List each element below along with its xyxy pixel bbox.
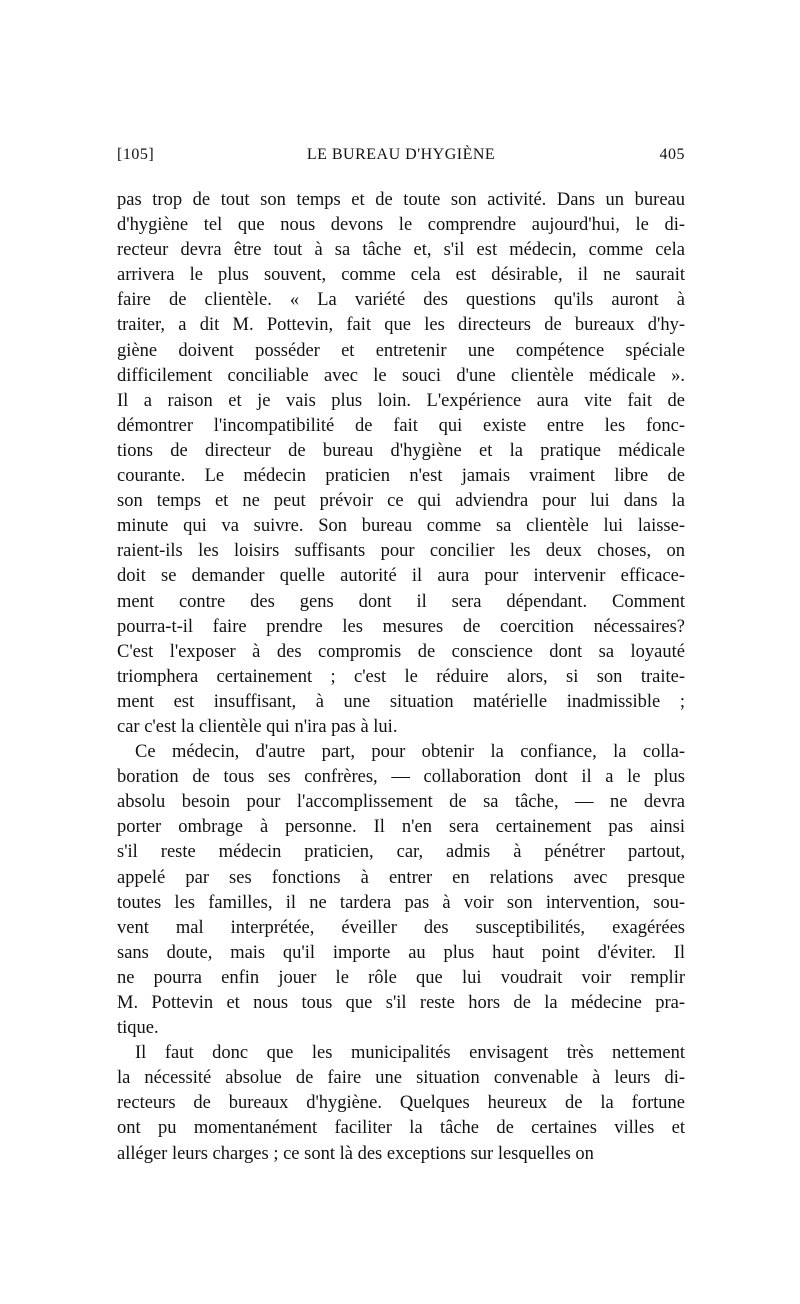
text-line: s'il reste médecin praticien, car, admis à pénétrer partout,	[117, 842, 685, 863]
paragraph	[117, 188, 685, 740]
paragraph	[117, 740, 685, 1041]
text-line: ment contre des gens dont il sera dépendant. Comment	[117, 591, 685, 612]
text-line: ont pu momentanément faciliter la tâche de certaines villes et	[117, 1118, 685, 1139]
text-line: difficilement conciliable avec le souci d'une clientèle médicale ».	[117, 365, 685, 386]
text-line: raient-ils les loisirs suffisants pour concilier les deux choses, on	[117, 541, 685, 562]
text-line: vent mal interprétée, éveiller des susceptibilités, exagérées	[117, 917, 685, 938]
text-line: pas trop de tout son temps et de toute son activité. Dans un bureau	[117, 190, 685, 210]
text-line: Ce médecin, d'autre part, pour obtenir la confiance, la colla-	[135, 742, 685, 763]
text-line: porter ombrage à personne. Il n'en sera certainement pas ainsi	[117, 817, 685, 838]
text-line: toutes les familles, il ne tardera pas à voir son intervention, sou-	[117, 892, 685, 913]
text-line: triomphera certainement ; c'est le réduire alors, si son traite-	[117, 666, 685, 687]
text-line: car c'est la clientèle qui n'ira pas à lui.	[117, 716, 398, 737]
text-line: appelé par ses fonctions à entrer en relations avec presque	[117, 867, 685, 888]
text-line: tions de directeur de bureau d'hygiène et la pratique médicale	[117, 440, 685, 461]
paragraph	[117, 1041, 685, 1166]
text-line: boration de tous ses confrères, — collaboration dont il a le plus	[117, 767, 685, 788]
text-line: M. Pottevin et nous tous que s'il reste hors de la médecine pra-	[117, 993, 685, 1013]
page-number: 405	[659, 146, 685, 163]
text-line: Il faut donc que les municipalités envisagent très nettement	[135, 1043, 685, 1064]
text-line: la nécessité absolue de faire une situation convenable à leurs di-	[117, 1068, 685, 1089]
text-line: doit se demander quelle autorité il aura pour intervenir efficace-	[117, 566, 685, 587]
text-line: minute qui va suivre. Son bureau comme sa clientèle lui laisse-	[117, 516, 685, 537]
text-line: giène doivent posséder et entretenir une compétence spéciale	[117, 340, 685, 361]
text-line: d'hygiène tel que nous devons le comprendre aujourd'hui, le di-	[117, 215, 685, 236]
text-line: recteurs de bureaux d'hygiène. Quelques heureux de la fortune	[117, 1093, 685, 1114]
text-line: ne pourra enfin jouer le rôle que lui voudrait voir remplir	[117, 967, 685, 988]
text-line: absolu besoin pour l'accomplissement de sa tâche, — ne devra	[117, 792, 685, 813]
text-line: recteur devra être tout à sa tâche et, s'il est médecin, comme cela	[117, 240, 685, 261]
text-line: son temps et ne peut prévoir ce qui adviendra pour lui dans la	[117, 491, 685, 512]
text-line: démontrer l'incompatibilité de fait qui existe entre les fonc-	[117, 415, 685, 436]
text-line: arrivera le plus souvent, comme cela est désirable, il ne saurait	[117, 265, 685, 286]
running-head	[117, 146, 685, 170]
section-number: [105]	[117, 146, 155, 163]
body-text	[117, 188, 685, 1167]
text-line: sans doute, mais qu'il importe au plus haut point d'éviter. Il	[117, 942, 685, 963]
text-line: ment est insuffisant, à une situation matérielle inadmissible ;	[117, 691, 685, 712]
text-line: traiter, a dit M. Pottevin, fait que les directeurs de bureaux d'hy-	[117, 315, 685, 336]
text-line: courante. Le médecin praticien n'est jamais vraiment libre de	[117, 466, 685, 487]
text-line: C'est l'exposer à des compromis de conscience dont sa loyauté	[117, 641, 685, 662]
text-line: Il a raison et je vais plus loin. L'expérience aura vite fait de	[117, 390, 685, 411]
running-title: LE BUREAU D'HYGIÈNE	[306, 146, 496, 163]
text-line: tique.	[117, 1018, 159, 1039]
text-line: faire de clientèle. « La variété des questions qu'ils auront à	[117, 290, 685, 311]
text-line: alléger leurs charges ; ce sont là des exceptions sur lesquelles on	[117, 1143, 594, 1164]
text-line: pourra-t-il faire prendre les mesures de coercition nécessaires?	[117, 616, 685, 637]
